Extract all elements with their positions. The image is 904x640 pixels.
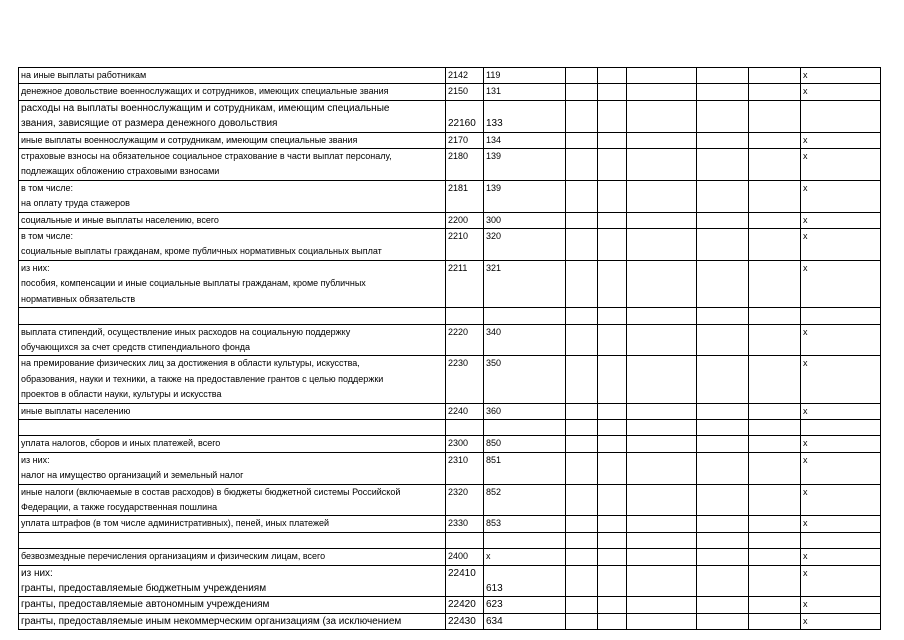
empty-cell — [627, 84, 697, 100]
table-row — [19, 260, 881, 307]
empty-cell — [697, 100, 749, 132]
row-code: 2230 — [446, 356, 484, 403]
empty-cell — [697, 149, 749, 181]
row-code-secondary: 851 — [484, 452, 566, 484]
empty-cell — [566, 613, 598, 629]
description-line — [21, 308, 445, 323]
row-x-mark: x — [801, 403, 881, 419]
empty-cell — [749, 212, 801, 228]
empty-cell — [697, 613, 749, 629]
empty-cell — [627, 597, 697, 613]
description-line: звания, зависящие от размера денежного довольствия — [21, 118, 278, 130]
empty-cell — [697, 212, 749, 228]
description-line: иные выплаты населению — [21, 405, 131, 416]
row-x-mark — [801, 419, 881, 435]
row-code: 2181 — [446, 180, 484, 212]
description-line: выплата стипендий, осуществление иных расходов на социальную поддержку — [21, 326, 351, 337]
table-row — [19, 613, 881, 629]
row-description — [19, 229, 446, 261]
row-code-secondary: 131 — [484, 84, 566, 100]
empty-cell — [697, 597, 749, 613]
empty-cell — [749, 132, 801, 148]
empty-cell — [566, 84, 598, 100]
row-code-secondary: 321 — [484, 260, 566, 307]
description-line: образования, науки и техники, а также на предоставление грантов с целью поддержки — [21, 373, 384, 384]
empty-cell — [749, 180, 801, 212]
description-line: нормативных обязательств — [21, 293, 136, 304]
row-description — [19, 212, 446, 228]
table-row — [19, 68, 881, 84]
row-code: 2211 — [446, 260, 484, 307]
empty-cell — [697, 403, 749, 419]
empty-cell — [566, 597, 598, 613]
empty-cell — [598, 484, 627, 516]
empty-cell — [598, 132, 627, 148]
row-x-mark — [801, 532, 881, 548]
empty-cell — [598, 229, 627, 261]
empty-cell — [598, 212, 627, 228]
empty-cell — [697, 84, 749, 100]
row-description — [19, 484, 446, 516]
empty-cell — [566, 532, 598, 548]
row-x-mark: x — [801, 356, 881, 403]
row-x-mark: x — [801, 68, 881, 84]
empty-cell — [598, 180, 627, 212]
empty-cell — [749, 260, 801, 307]
empty-cell — [566, 260, 598, 307]
table-row — [19, 549, 881, 565]
empty-cell — [627, 324, 697, 356]
empty-cell — [627, 436, 697, 452]
budget-table-sheet — [18, 67, 880, 630]
empty-cell — [749, 356, 801, 403]
table-row — [19, 532, 881, 548]
description-line: социальные и иные выплаты населению, всего — [21, 214, 219, 225]
empty-cell — [749, 324, 801, 356]
row-code-secondary: 133 — [484, 100, 566, 132]
row-description — [19, 613, 446, 629]
description-line: социальные выплаты гражданам, кроме публичных нормативных социальных выплат — [21, 246, 382, 257]
empty-cell — [598, 149, 627, 181]
empty-cell — [749, 549, 801, 565]
empty-cell — [598, 419, 627, 435]
row-code-secondary: 139 — [484, 149, 566, 181]
empty-cell — [598, 68, 627, 84]
empty-cell — [697, 356, 749, 403]
empty-cell — [598, 452, 627, 484]
empty-cell — [566, 132, 598, 148]
empty-cell — [627, 132, 697, 148]
row-x-mark: x — [801, 613, 881, 629]
table-row — [19, 229, 881, 261]
row-x-mark: x — [801, 132, 881, 148]
empty-cell — [566, 100, 598, 132]
table-row — [19, 516, 881, 532]
empty-cell — [627, 403, 697, 419]
row-code-secondary: 119 — [484, 68, 566, 84]
empty-cell — [566, 149, 598, 181]
row-x-mark: x — [801, 565, 881, 597]
empty-cell — [566, 419, 598, 435]
empty-cell — [697, 324, 749, 356]
row-code: 22430 — [446, 613, 484, 629]
row-description — [19, 260, 446, 307]
empty-cell — [697, 419, 749, 435]
row-code — [446, 419, 484, 435]
row-description — [19, 356, 446, 403]
empty-cell — [627, 419, 697, 435]
empty-cell — [598, 356, 627, 403]
table-row — [19, 452, 881, 484]
description-line: обучающихся за счет средств стипендиального фонда — [21, 341, 251, 352]
empty-cell — [697, 436, 749, 452]
row-description — [19, 180, 446, 212]
description-line — [21, 533, 445, 548]
budget-table — [18, 67, 881, 630]
description-line: в том числе: — [21, 231, 73, 242]
empty-cell — [627, 100, 697, 132]
description-line: уплата штрафов (в том числе административных), пеней, иных платежей — [21, 518, 330, 529]
empty-cell — [749, 436, 801, 452]
table-row — [19, 149, 881, 181]
empty-cell — [627, 308, 697, 324]
row-x-mark: x — [801, 324, 881, 356]
row-code-secondary: 139 — [484, 180, 566, 212]
empty-cell — [566, 324, 598, 356]
table-row — [19, 484, 881, 516]
empty-cell — [566, 212, 598, 228]
row-description — [19, 436, 446, 452]
row-description — [19, 532, 446, 548]
row-description — [19, 324, 446, 356]
row-code: 2210 — [446, 229, 484, 261]
row-code-secondary: 300 — [484, 212, 566, 228]
empty-cell — [598, 565, 627, 597]
empty-cell — [598, 100, 627, 132]
empty-cell — [697, 452, 749, 484]
empty-cell — [697, 516, 749, 532]
row-code — [446, 308, 484, 324]
empty-cell — [598, 260, 627, 307]
empty-cell — [697, 180, 749, 212]
description-line: на иные выплаты работникам — [21, 70, 147, 80]
empty-cell — [598, 324, 627, 356]
empty-cell — [627, 549, 697, 565]
row-code-secondary — [484, 532, 566, 548]
empty-cell — [598, 436, 627, 452]
row-x-mark: x — [801, 212, 881, 228]
row-description — [19, 597, 446, 613]
empty-cell — [566, 229, 598, 261]
empty-cell — [566, 308, 598, 324]
row-code-secondary: 320 — [484, 229, 566, 261]
row-x-mark: x — [801, 180, 881, 212]
table-row — [19, 356, 881, 403]
description-line: гранты, предоставляемые автономным учреждениям — [21, 599, 270, 611]
empty-cell — [627, 613, 697, 629]
empty-cell — [627, 484, 697, 516]
description-line: гранты, предоставляемые бюджетным учреждениям — [21, 583, 267, 594]
empty-cell — [749, 484, 801, 516]
table-row — [19, 100, 881, 132]
empty-cell — [749, 597, 801, 613]
empty-cell — [627, 229, 697, 261]
description-line: безвозмездные перечисления организациям и физическим лицам, всего — [21, 551, 326, 562]
row-code: 2400 — [446, 549, 484, 565]
empty-cell — [598, 84, 627, 100]
row-code-secondary: 613 — [484, 565, 566, 597]
table-row — [19, 436, 881, 452]
row-description — [19, 68, 446, 84]
empty-cell — [598, 597, 627, 613]
row-code: 2180 — [446, 149, 484, 181]
empty-cell — [566, 403, 598, 419]
description-line: подлежащих обложению страховыми взносами — [21, 166, 220, 177]
empty-cell — [749, 403, 801, 419]
row-code: 22410 — [446, 565, 484, 597]
row-code: 2240 — [446, 403, 484, 419]
empty-cell — [749, 613, 801, 629]
row-code: 2200 — [446, 212, 484, 228]
empty-cell — [627, 68, 697, 84]
row-code-secondary: 634 — [484, 613, 566, 629]
row-code: 22420 — [446, 597, 484, 613]
description-line: расходы на выплаты военнослужащим и сотрудникам, имеющим специальные — [21, 102, 390, 114]
empty-cell — [566, 180, 598, 212]
empty-cell — [749, 149, 801, 181]
table-row — [19, 565, 881, 597]
empty-cell — [697, 484, 749, 516]
description-line: гранты, предоставляемые иным некоммерческим организациям (за исключением — [21, 615, 402, 627]
row-description — [19, 419, 446, 435]
description-line: из них: — [21, 454, 50, 465]
empty-cell — [749, 100, 801, 132]
row-description — [19, 149, 446, 181]
row-code — [446, 532, 484, 548]
empty-cell — [697, 565, 749, 597]
empty-cell — [627, 452, 697, 484]
empty-cell — [566, 516, 598, 532]
empty-cell — [749, 516, 801, 532]
description-line: проектов в области науки, культуры и искусства — [21, 389, 222, 400]
table-body — [19, 68, 881, 630]
empty-cell — [749, 419, 801, 435]
empty-cell — [749, 565, 801, 597]
empty-cell — [566, 452, 598, 484]
row-description — [19, 308, 446, 324]
description-line: иные налоги (включаемые в состав расходов) в бюджеты бюджетной системы Российской — [21, 486, 401, 497]
empty-cell — [627, 212, 697, 228]
empty-cell — [566, 356, 598, 403]
table-row — [19, 180, 881, 212]
empty-cell — [627, 356, 697, 403]
description-line: на премирование физических лиц за достижения в области культуры, искусства, — [21, 358, 360, 369]
row-code-secondary: x — [484, 549, 566, 565]
table-row — [19, 597, 881, 613]
description-line: страховые взносы на обязательное социальное страхование в части выплат персоналу, — [21, 151, 392, 162]
description-line: из них: — [21, 567, 53, 579]
row-code-secondary: 360 — [484, 403, 566, 419]
row-description — [19, 403, 446, 419]
row-code: 2300 — [446, 436, 484, 452]
table-row — [19, 403, 881, 419]
empty-cell — [749, 84, 801, 100]
empty-cell — [697, 260, 749, 307]
empty-cell — [627, 565, 697, 597]
description-line: иные выплаты военнослужащим и сотрудникам, имеющим специальные звания — [21, 134, 358, 145]
empty-cell — [697, 308, 749, 324]
table-row — [19, 419, 881, 435]
empty-cell — [697, 549, 749, 565]
description-line: Федерации, а также государственная пошлина — [21, 501, 218, 512]
row-code-secondary: 340 — [484, 324, 566, 356]
empty-cell — [566, 549, 598, 565]
description-line: налог на имущество организаций и земельный налог — [21, 470, 244, 481]
row-code: 2220 — [446, 324, 484, 356]
table-row — [19, 212, 881, 228]
row-x-mark — [801, 308, 881, 324]
row-description — [19, 84, 446, 100]
table-row — [19, 308, 881, 324]
row-description — [19, 452, 446, 484]
row-code-secondary: 134 — [484, 132, 566, 148]
row-code-secondary — [484, 419, 566, 435]
empty-cell — [627, 532, 697, 548]
empty-cell — [598, 549, 627, 565]
row-code-secondary: 853 — [484, 516, 566, 532]
empty-cell — [749, 229, 801, 261]
empty-cell — [566, 484, 598, 516]
description-line: из них: — [21, 262, 50, 273]
empty-cell — [598, 403, 627, 419]
row-code: 2170 — [446, 132, 484, 148]
empty-cell — [697, 532, 749, 548]
row-x-mark — [801, 100, 881, 132]
row-x-mark: x — [801, 436, 881, 452]
empty-cell — [598, 308, 627, 324]
empty-cell — [749, 308, 801, 324]
empty-cell — [749, 532, 801, 548]
row-description — [19, 132, 446, 148]
empty-cell — [749, 68, 801, 84]
row-x-mark: x — [801, 597, 881, 613]
row-code: 22160 — [446, 100, 484, 132]
row-x-mark: x — [801, 149, 881, 181]
empty-cell — [566, 436, 598, 452]
empty-cell — [598, 613, 627, 629]
empty-cell — [627, 149, 697, 181]
empty-cell — [598, 516, 627, 532]
row-x-mark: x — [801, 260, 881, 307]
row-code: 2142 — [446, 68, 484, 84]
row-x-mark: x — [801, 84, 881, 100]
row-x-mark: x — [801, 484, 881, 516]
row-description — [19, 549, 446, 565]
empty-cell — [598, 532, 627, 548]
row-code-secondary: 623 — [484, 597, 566, 613]
description-line: уплата налогов, сборов и иных платежей, всего — [21, 438, 221, 449]
empty-cell — [697, 68, 749, 84]
description-line: в том числе: — [21, 182, 73, 193]
row-x-mark: x — [801, 516, 881, 532]
row-description — [19, 100, 446, 132]
row-code-secondary: 850 — [484, 436, 566, 452]
empty-cell — [697, 132, 749, 148]
row-code-secondary: 350 — [484, 356, 566, 403]
row-x-mark: x — [801, 452, 881, 484]
empty-cell — [697, 229, 749, 261]
description-line: денежное довольствие военнослужащих и сотрудников, имеющих специальные звания — [21, 86, 389, 97]
row-x-mark: x — [801, 549, 881, 565]
row-x-mark: x — [801, 229, 881, 261]
row-code-secondary — [484, 308, 566, 324]
empty-cell — [749, 452, 801, 484]
row-code: 2320 — [446, 484, 484, 516]
row-description — [19, 516, 446, 532]
table-row — [19, 84, 881, 100]
empty-cell — [627, 180, 697, 212]
table-row — [19, 324, 881, 356]
description-line: на оплату труда стажеров — [21, 198, 130, 209]
row-code-secondary: 852 — [484, 484, 566, 516]
empty-cell — [627, 260, 697, 307]
empty-cell — [566, 68, 598, 84]
empty-cell — [627, 516, 697, 532]
row-description — [19, 565, 446, 597]
description-line — [21, 420, 445, 435]
empty-cell — [566, 565, 598, 597]
description-line: пособия, компенсации и иные социальные выплаты гражданам, кроме публичных — [21, 278, 366, 289]
row-code: 2150 — [446, 84, 484, 100]
row-code: 2310 — [446, 452, 484, 484]
table-row — [19, 132, 881, 148]
row-code: 2330 — [446, 516, 484, 532]
